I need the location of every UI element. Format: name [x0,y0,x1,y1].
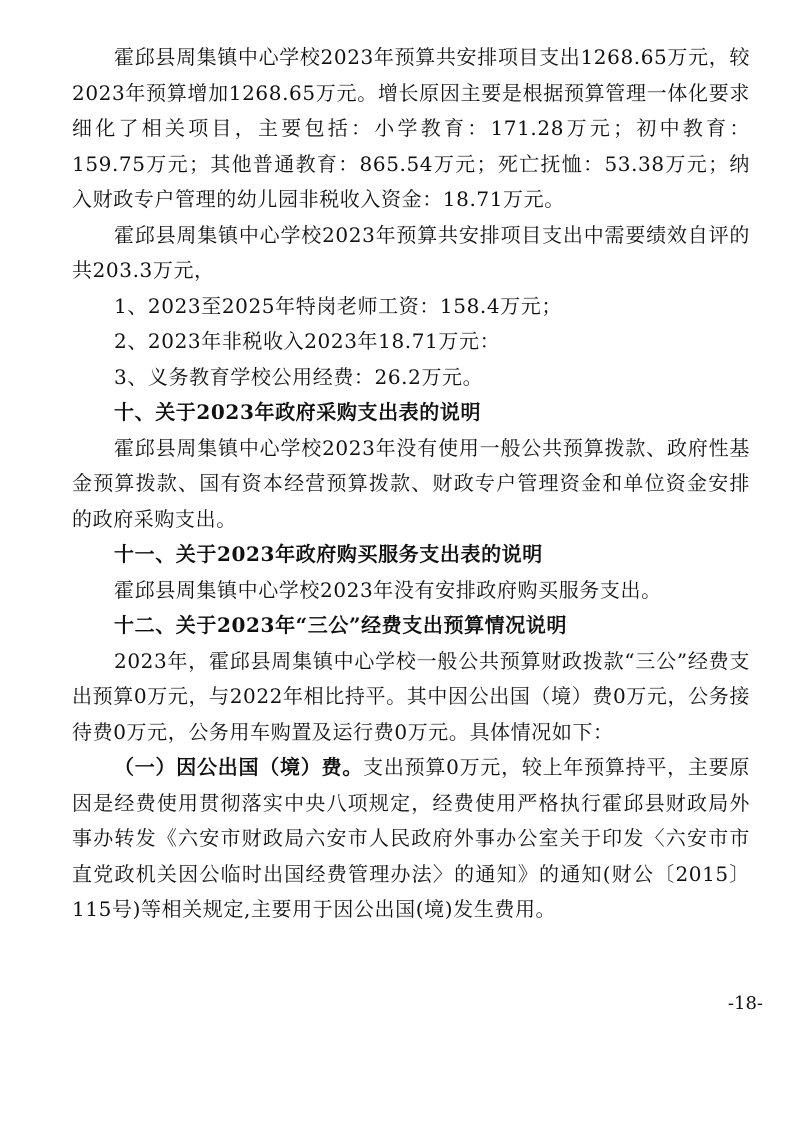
section-heading-service-purchase: 十一、关于2023年政府购买服务支出表的说明 [114,542,543,566]
document-body [72,40,750,928]
section-heading-procurement: 十、关于2023年政府采购支出表的说明 [114,400,482,424]
list-item: 2、2023年非税收入2023年18.71万元： [114,329,501,353]
section-heading-three-public-expenses: 十二、关于2023年“三公”经费支出预算情况说明 [114,613,568,637]
paragraph-procurement: 霍邱县周集镇中心学校2023年没有使用一般公共预算拨款、政府性基金预算拨款、国有资本经营预算拨款、财政专户管理资金和单位资金安排的政府采购支出。 [72,435,750,531]
paragraph-overseas-travel-text: 支出预算0万元，较上年预算持平，主要原因是经费使用贯彻落实中央八项规定，经费使用严格执行霍邱县财政局外事办转发《六安市财政局六安市人民政府外事办公室关于印发〈六安市市直党政机关因公临时出国经费管理办法〉的通知》的通知(财公〔2015〕115号)等相关规定,主要用于因公出国(境)发生费用。 [72,755,751,921]
paragraph-performance-evaluation: 霍邱县周集镇中心学校2023年预算共安排项目支出中需要绩效自评的共203.3万元， [72,222,750,282]
list-item: 3、义务教育学校公用经费：26.2万元。 [114,364,484,389]
paragraph-overseas-travel [72,750,750,928]
paragraph-service-purchase: 霍邱县周集镇中心学校2023年没有安排政府购买服务支出。 [114,577,662,602]
list-item: 1、2023至2025年特岗老师工资：158.4万元； [114,293,562,318]
paragraph-project-expenditure: 霍邱县周集镇中心学校2023年预算共安排项目支出1268.65万元，较2023年预算增加1268.65万元。增长原因主要是根据预算管理一体化要求细化了相关项目，主要包括：小学教育：171.28万元；初中教育：159.75万元；其他普通教育：865.54万元；死亡抚恤：53.38万元；纳入财政专户管理的幼儿园非税收入资金：18.71万元。 [72,45,750,211]
page-number: -18- [727,993,763,1014]
subheading-overseas-travel: （一）因公出国（境）费。 [114,755,364,779]
paragraph-three-public-expenses: 2023年，霍邱县周集镇中心学校一般公共预算财政拨款“三公”经费支出预算0万元，与2022年相比持平。其中因公出国（境）费0万元，公务接待费0万元，公务用车购置及运行费0万元。具体情况如下： [72,648,750,744]
